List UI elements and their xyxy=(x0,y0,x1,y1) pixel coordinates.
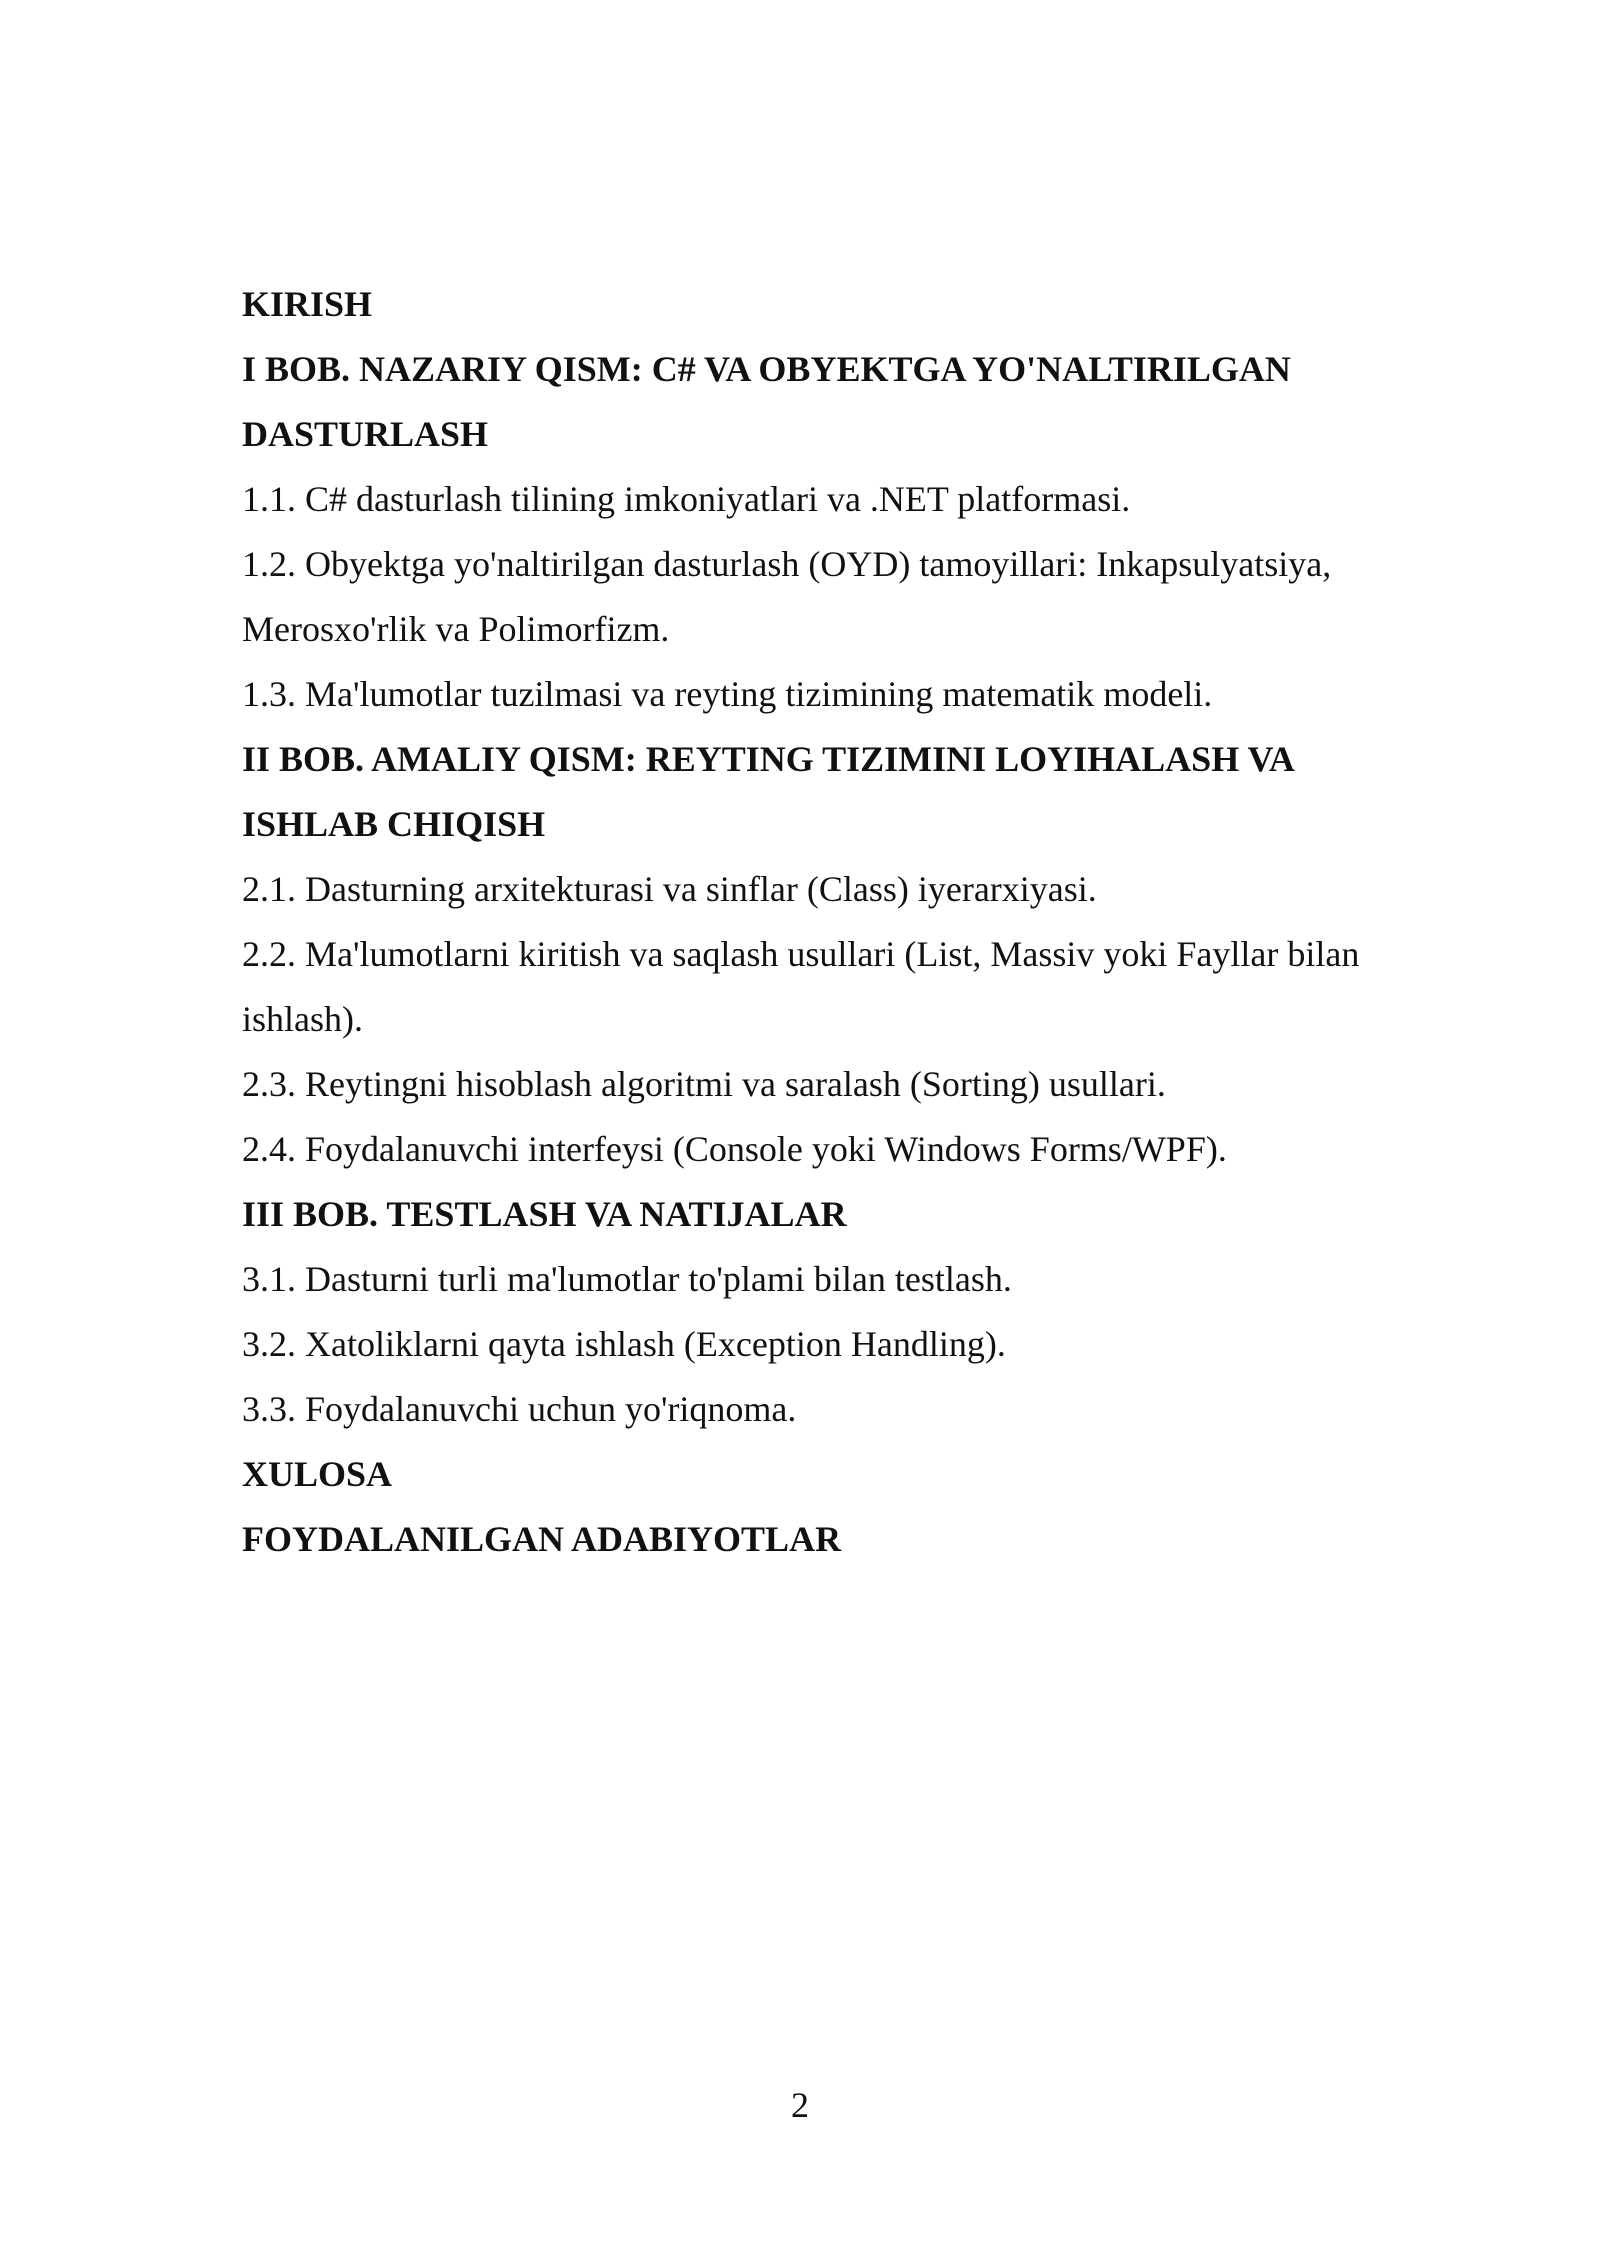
toc-item-3-1: 3.1. Dasturni turli ma'lumotlar to'plami bilan testlash. xyxy=(242,1259,1012,1299)
page-number: 2 xyxy=(791,2085,809,2125)
toc-item-1-3: 1.3. Ma'lumotlar tuzilmasi va reyting tizimining matematik modeli. xyxy=(242,674,1213,714)
toc-heading-chapter-2: II BOB. AMALIY QISM: REYTING TIZIMINI LOYIHALASH VA ISHLAB CHIQISH xyxy=(242,739,1293,844)
table-of-contents xyxy=(242,272,1422,1572)
toc-heading-references: FOYDALANILGAN ADABIYOTLAR xyxy=(242,1519,842,1559)
toc-heading-xulosa: XULOSA xyxy=(242,1454,393,1494)
toc-item-2-3: 2.3. Reytingni hisoblash algoritmi va saralash (Sorting) usullari. xyxy=(242,1064,1166,1104)
toc-item-2-1: 2.1. Dasturning arxitekturasi va sinflar (Class) iyerarxiyasi. xyxy=(242,869,1097,909)
toc-heading-chapter-3: III BOB. TESTLASH VA NATIJALAR xyxy=(242,1194,847,1234)
toc-heading-chapter-1: I BOB. NAZARIY QISM: C# VA OBYEKTGA YO'NALTIRILGAN DASTURLASH xyxy=(242,349,1291,454)
toc-item-3-3: 3.3. Foydalanuvchi uchun yo'riqnoma. xyxy=(242,1389,797,1429)
toc-heading-kirish: KIRISH xyxy=(242,284,373,324)
toc-item-2-4: 2.4. Foydalanuvchi interfeysi (Console yoki Windows Forms/WPF). xyxy=(242,1129,1227,1169)
toc-item-1-2: 1.2. Obyektga yo'naltirilgan dasturlash (OYD) tamoyillari: Inkapsulyatsiya, Merosxo'rlik va Polimorfizm. xyxy=(242,544,1332,649)
toc-item-3-2: 3.2. Xatoliklarni qayta ishlash (Exception Handling). xyxy=(242,1324,1006,1364)
toc-item-2-2: 2.2. Ma'lumotlarni kiritish va saqlash usullari (List, Massiv yoki Fayllar bilan ishlash). xyxy=(242,934,1360,1039)
toc-item-1-1: 1.1. C# dasturlash tilining imkoniyatlari va .NET platformasi. xyxy=(242,479,1131,519)
